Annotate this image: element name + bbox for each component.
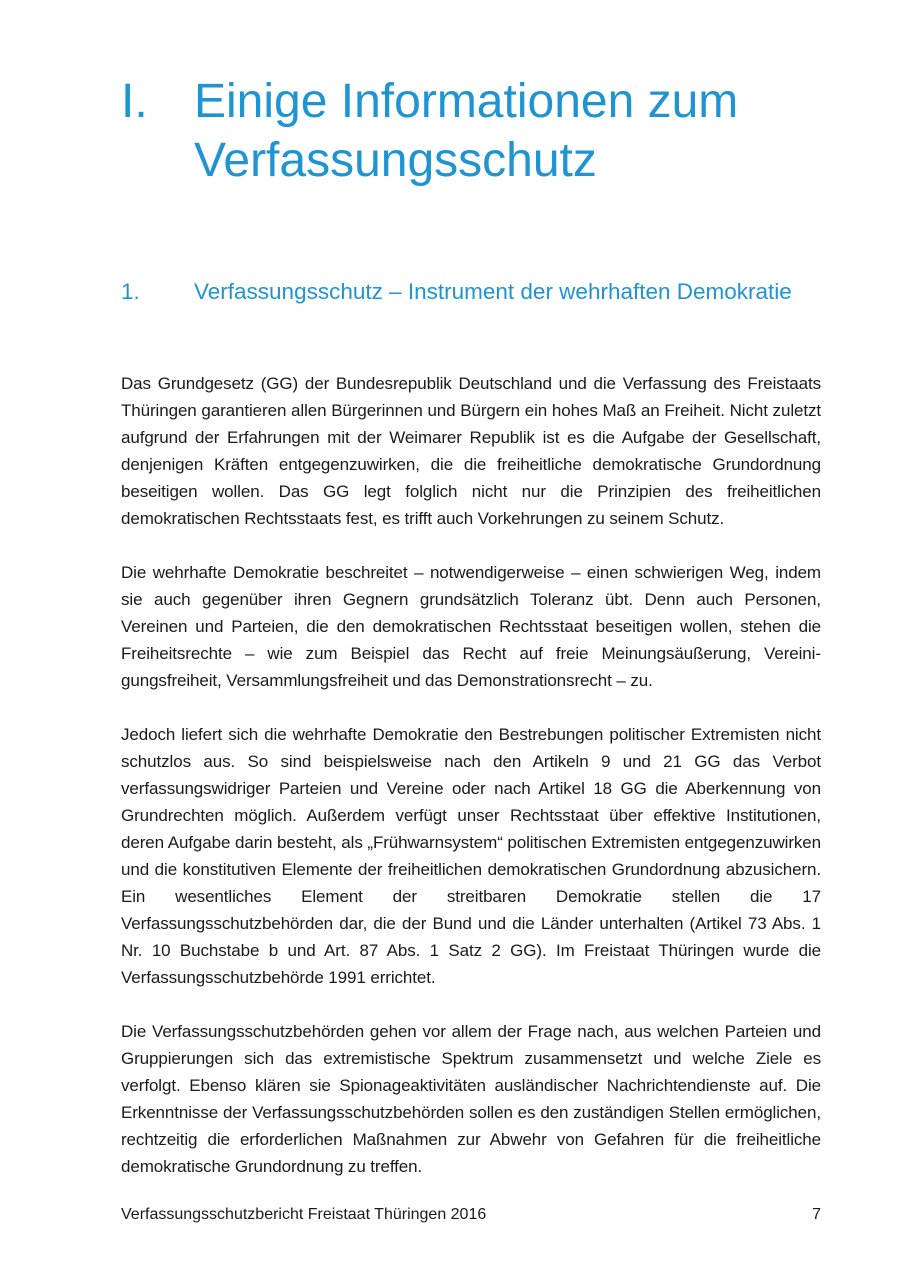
- section-heading: [121, 276, 821, 307]
- paragraph: Die Verfassungsschutzbehörden gehen vor allem der Frage nach, aus welchen Parteien und Gruppierungen sich das extremistische Spektrum zusammensetzt und welche Ziele es verfolgt. Ebenso klären sie Spionageaktivitäten ausländischer Nachrichtendienste auf. Die Erkenntnisse der Verfassungsschutzbehörden sollen es den zuständigen Stellen ermöglichen, rechtzeitig die erforderlichen Maßnahmen zur Abwehr von Gefahren für die freiheitliche demokratische Grundordnung zu treffen.: [121, 1022, 821, 1176]
- section-number: 1.: [121, 279, 140, 304]
- chapter-heading: [121, 72, 841, 190]
- body-text: [121, 370, 821, 1207]
- page-footer: [121, 1203, 821, 1227]
- chapter-title: Einige Informationen zum Verfassungsschutz: [194, 75, 739, 187]
- paragraph: Jedoch liefert sich die wehrhafte Demokratie den Bestrebungen politischer Extremisten nicht schutzlos aus. So sind beispielsweise nach den Artikeln 9 und 21 GG das Verbot verfassungswidriger Parteien und Vereine oder nach Artikel 18 GG die Aberkennung von Grundrechten möglich. Außerdem verfügt unser Rechtsstaat über effektive Institutionen, deren Aufgabe darin besteht, als „Frühwarnsystem“ politischen Extremisten entgegenzuwirken und die konstitutiven Elemente der freiheitlichen demokratischen Grundordnung abzusichern. Ein wesentliches Element der streitbaren Demokratie stellen die 17 Verfassungsschutzbehörden dar, die der Bund und die Länder unterhalten (Artikel 73 Abs. 1 Nr. 10 Buchstabe b und Art. 87 Abs. 1 Satz 2 GG). Im Freistaat Thüringen wurde die Verfassungsschutzbehörde 1991 errichtet.: [121, 725, 821, 987]
- footer-publication-title: Verfassungsschutzbericht Freistaat Thüringen 2016: [121, 1206, 487, 1223]
- section-title: Verfassungsschutz – Instrument der wehrhaften Demokratie: [194, 279, 792, 304]
- paragraph: Das Grundgesetz (GG) der Bundesrepublik Deutschland und die Verfassung des Freistaats Thüringen garantieren allen Bürgerinnen und Bürgern ein hohes Maß an Freiheit. Nicht zuletzt aufgrund der Erfahrungen mit der Weimarer Republik ist es die Aufgabe der Gesellschaft, denjenigen Kräften entgegenzuwirken, die die freiheitliche demokratische Grundordnung beseitigen wollen. Das GG legt folglich nicht nur die Prinzipien des freiheitlichen demokratischen Rechtsstaats fest, es trifft auch Vorkehrungen zu seinem Schutz.: [121, 374, 821, 528]
- paragraph: Die wehrhafte Demokratie beschreitet – notwendigerweise – einen schwierigen Weg, indem sie auch gegenüber ihren Gegnern grundsätzlich Toleranz übt. Denn auch Personen, Vereinen und Parteien, die den demokratischen Rechtsstaat beseitigen wollen, stehen die Freiheitsrechte – wie zum Beispiel das Recht auf freie Meinungsäußerung, Vereinigungsfreiheit, Versammlungsfreiheit und das Demonstrationsrecht – zu.: [121, 563, 821, 690]
- page-number: 7: [812, 1206, 821, 1223]
- chapter-number: I.: [121, 75, 148, 128]
